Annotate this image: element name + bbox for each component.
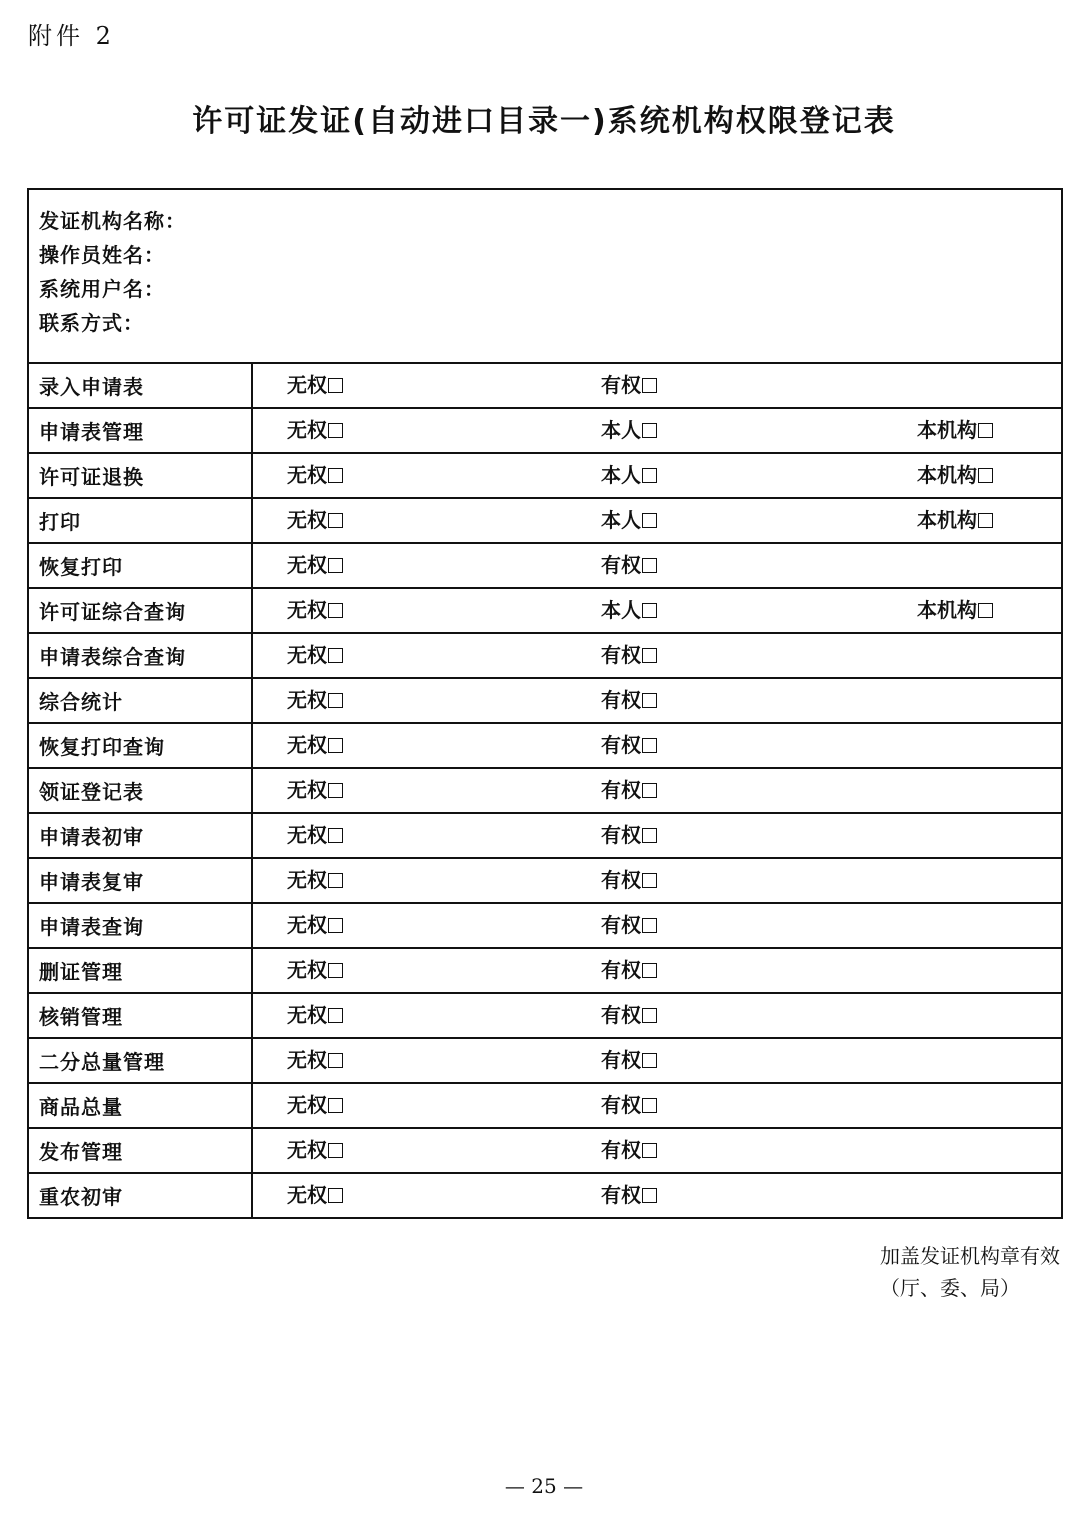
option-label: 无权: [287, 463, 327, 487]
permission-options: [252, 768, 1062, 813]
option-label: 无权: [287, 1093, 327, 1117]
option-label: 本人: [601, 418, 641, 442]
permission-option[interactable]: [601, 544, 657, 587]
checkbox-icon[interactable]: [328, 963, 343, 978]
option-label: 有权: [601, 1093, 641, 1117]
permission-label: 恢复打印: [28, 543, 252, 588]
checkbox-icon[interactable]: [642, 423, 657, 438]
option-label: 无权: [287, 373, 327, 397]
checkbox-icon[interactable]: [642, 738, 657, 753]
page-number: — 25 —: [504, 1474, 584, 1498]
permission-option[interactable]: [287, 1084, 343, 1127]
option-label: 有权: [601, 778, 641, 802]
seal-note-sub: （厅、委、局）: [880, 1276, 1020, 1300]
permission-row: [28, 453, 1062, 498]
permission-option[interactable]: [601, 769, 657, 812]
permission-options: [252, 588, 1062, 633]
checkbox-icon[interactable]: [978, 468, 993, 483]
option-label: 有权: [601, 733, 641, 757]
permission-options: [252, 903, 1062, 948]
option-label: 本人: [601, 463, 641, 487]
option-label: 本机构: [917, 598, 977, 622]
system-username-field[interactable]: 系统用户名：: [39, 277, 165, 301]
permission-options: [252, 858, 1062, 903]
permission-option[interactable]: [601, 679, 657, 722]
permission-option[interactable]: [601, 904, 657, 947]
checkbox-icon[interactable]: [978, 603, 993, 618]
option-label: 无权: [287, 1003, 327, 1027]
option-label: 有权: [601, 373, 641, 397]
permission-option[interactable]: [601, 499, 657, 542]
permission-row: [28, 768, 1062, 813]
permission-option[interactable]: [601, 454, 657, 497]
option-label: 有权: [601, 958, 641, 982]
permission-option[interactable]: [601, 1129, 657, 1172]
permission-row: [28, 903, 1062, 948]
permission-option[interactable]: [601, 949, 657, 992]
checkbox-icon[interactable]: [642, 1008, 657, 1023]
option-label: 有权: [601, 643, 641, 667]
checkbox-icon[interactable]: [328, 1098, 343, 1113]
option-label: 有权: [601, 1048, 641, 1072]
checkbox-icon[interactable]: [328, 1143, 343, 1158]
info-cell: [28, 189, 1062, 363]
permission-option[interactable]: [287, 769, 343, 812]
checkbox-icon[interactable]: [328, 738, 343, 753]
permission-options: [252, 498, 1062, 543]
checkbox-icon[interactable]: [642, 873, 657, 888]
checkbox-icon[interactable]: [328, 468, 343, 483]
permission-row: [28, 858, 1062, 903]
permission-option[interactable]: [601, 814, 657, 857]
checkbox-icon[interactable]: [328, 918, 343, 933]
permission-option[interactable]: [287, 409, 343, 452]
checkbox-icon[interactable]: [642, 693, 657, 708]
permission-option[interactable]: [287, 1129, 343, 1172]
contact-field[interactable]: 联系方式：: [39, 311, 144, 335]
permission-option[interactable]: [287, 589, 343, 632]
checkbox-icon[interactable]: [328, 1008, 343, 1023]
permission-label: 录入申请表: [28, 363, 252, 408]
option-label: 本人: [601, 598, 641, 622]
permission-option[interactable]: [287, 1174, 343, 1217]
permission-label: 综合统计: [28, 678, 252, 723]
checkbox-icon[interactable]: [642, 1143, 657, 1158]
checkbox-icon[interactable]: [328, 873, 343, 888]
option-label: 无权: [287, 688, 327, 712]
checkbox-icon[interactable]: [328, 558, 343, 573]
permission-row: [28, 543, 1062, 588]
permission-option[interactable]: [917, 454, 993, 497]
option-label: 有权: [601, 868, 641, 892]
permission-form-table: [27, 188, 1063, 1219]
checkbox-icon[interactable]: [328, 423, 343, 438]
permission-row: [28, 633, 1062, 678]
permission-row: [28, 1038, 1062, 1083]
permission-options: [252, 363, 1062, 408]
info-row: [28, 189, 1062, 363]
option-label: 无权: [287, 418, 327, 442]
permission-option[interactable]: [287, 724, 343, 767]
permission-label: 打印: [28, 498, 252, 543]
permission-options: [252, 1128, 1062, 1173]
permission-option[interactable]: [287, 454, 343, 497]
checkbox-icon[interactable]: [642, 918, 657, 933]
permission-option[interactable]: [287, 679, 343, 722]
permission-option[interactable]: [601, 724, 657, 767]
option-label: 无权: [287, 823, 327, 847]
checkbox-icon[interactable]: [328, 648, 343, 663]
permission-row: [28, 678, 1062, 723]
permission-option[interactable]: [601, 364, 657, 407]
option-label: 无权: [287, 733, 327, 757]
permission-option[interactable]: [601, 409, 657, 452]
permission-option[interactable]: [917, 499, 993, 542]
option-label: 有权: [601, 1003, 641, 1027]
option-label: 有权: [601, 1138, 641, 1162]
permission-options: [252, 1083, 1062, 1128]
checkbox-icon[interactable]: [978, 513, 993, 528]
permission-option[interactable]: [287, 949, 343, 992]
checkbox-icon[interactable]: [328, 828, 343, 843]
permission-option[interactable]: [287, 904, 343, 947]
permission-row: [28, 993, 1062, 1038]
permission-row: [28, 363, 1062, 408]
option-label: 无权: [287, 913, 327, 937]
checkbox-icon[interactable]: [328, 513, 343, 528]
permission-option[interactable]: [287, 859, 343, 902]
option-label: 无权: [287, 598, 327, 622]
seal-note: [800, 1240, 1060, 1304]
permission-label: 申请表综合查询: [28, 633, 252, 678]
permission-options: [252, 1173, 1062, 1218]
permission-row: [28, 813, 1062, 858]
option-label: 无权: [287, 1138, 327, 1162]
checkbox-icon[interactable]: [328, 1053, 343, 1068]
permission-option[interactable]: [917, 589, 993, 632]
permission-row: [28, 1128, 1062, 1173]
permission-options: [252, 678, 1062, 723]
permission-label: 许可证退换: [28, 453, 252, 498]
option-label: 本人: [601, 508, 641, 532]
permission-option[interactable]: [287, 634, 343, 677]
attachment-label: 附件 2: [28, 22, 115, 50]
agency-name-field[interactable]: 发证机构名称：: [39, 209, 186, 233]
permission-options: [252, 993, 1062, 1038]
permission-row: [28, 408, 1062, 453]
option-label: 本机构: [917, 418, 977, 442]
permission-label: 许可证综合查询: [28, 588, 252, 633]
permission-row: [28, 948, 1062, 993]
permission-label: 发布管理: [28, 1128, 252, 1173]
permission-row: [28, 1083, 1062, 1128]
permission-label: 领证登记表: [28, 768, 252, 813]
permission-options: [252, 633, 1062, 678]
option-label: 无权: [287, 1183, 327, 1207]
permission-option[interactable]: [601, 994, 657, 1037]
checkbox-icon[interactable]: [328, 693, 343, 708]
checkbox-icon[interactable]: [642, 828, 657, 843]
permission-options: [252, 408, 1062, 453]
permission-option[interactable]: [917, 409, 993, 452]
checkbox-icon[interactable]: [642, 1188, 657, 1203]
option-label: 本机构: [917, 463, 977, 487]
permission-option[interactable]: [287, 499, 343, 542]
option-label: 无权: [287, 778, 327, 802]
option-label: 无权: [287, 508, 327, 532]
permission-options: [252, 813, 1062, 858]
checkbox-icon[interactable]: [328, 1188, 343, 1203]
permission-row: [28, 723, 1062, 768]
permission-label: 重农初审: [28, 1173, 252, 1218]
permission-option[interactable]: [601, 634, 657, 677]
permission-label: 恢复打印查询: [28, 723, 252, 768]
permission-option[interactable]: [601, 1039, 657, 1082]
permission-option[interactable]: [287, 544, 343, 587]
permission-options: [252, 948, 1062, 993]
permission-option[interactable]: [601, 589, 657, 632]
option-label: 无权: [287, 868, 327, 892]
checkbox-icon[interactable]: [642, 963, 657, 978]
permission-label: 核销管理: [28, 993, 252, 1038]
permission-option[interactable]: [601, 1084, 657, 1127]
seal-note-text: 加盖发证机构章有效: [880, 1244, 1060, 1268]
permission-options: [252, 723, 1062, 768]
permission-label: 申请表复审: [28, 858, 252, 903]
option-label: 无权: [287, 643, 327, 667]
option-label: 无权: [287, 553, 327, 577]
option-label: 有权: [601, 823, 641, 847]
page-title: 许可证发证(自动进口目录一)系统机构权限登记表: [192, 104, 896, 139]
permission-option[interactable]: [601, 859, 657, 902]
checkbox-icon[interactable]: [642, 1053, 657, 1068]
permission-label: 申请表管理: [28, 408, 252, 453]
permission-row: [28, 498, 1062, 543]
option-label: 有权: [601, 913, 641, 937]
permission-label: 申请表初审: [28, 813, 252, 858]
permission-options: [252, 453, 1062, 498]
checkbox-icon[interactable]: [642, 1098, 657, 1113]
permission-row: [28, 1173, 1062, 1218]
option-label: 无权: [287, 1048, 327, 1072]
checkbox-icon[interactable]: [642, 648, 657, 663]
checkbox-icon[interactable]: [328, 378, 343, 393]
option-label: 有权: [601, 1183, 641, 1207]
permission-option[interactable]: [287, 994, 343, 1037]
checkbox-icon[interactable]: [328, 603, 343, 618]
permission-option[interactable]: [287, 1039, 343, 1082]
permission-row: [28, 588, 1062, 633]
option-label: 有权: [601, 553, 641, 577]
option-label: 本机构: [917, 508, 977, 532]
permission-options: [252, 543, 1062, 588]
checkbox-icon[interactable]: [642, 468, 657, 483]
permission-option[interactable]: [287, 814, 343, 857]
option-label: 无权: [287, 958, 327, 982]
permission-option[interactable]: [601, 1174, 657, 1217]
permission-option[interactable]: [287, 364, 343, 407]
checkbox-icon[interactable]: [642, 603, 657, 618]
option-label: 有权: [601, 688, 641, 712]
permission-label: 商品总量: [28, 1083, 252, 1128]
checkbox-icon[interactable]: [642, 783, 657, 798]
permission-label: 删证管理: [28, 948, 252, 993]
checkbox-icon[interactable]: [642, 558, 657, 573]
checkbox-icon[interactable]: [642, 513, 657, 528]
checkbox-icon[interactable]: [328, 783, 343, 798]
operator-name-field[interactable]: 操作员姓名：: [39, 243, 165, 267]
permission-label: 二分总量管理: [28, 1038, 252, 1083]
permission-label: 申请表查询: [28, 903, 252, 948]
permission-options: [252, 1038, 1062, 1083]
checkbox-icon[interactable]: [978, 423, 993, 438]
checkbox-icon[interactable]: [642, 378, 657, 393]
